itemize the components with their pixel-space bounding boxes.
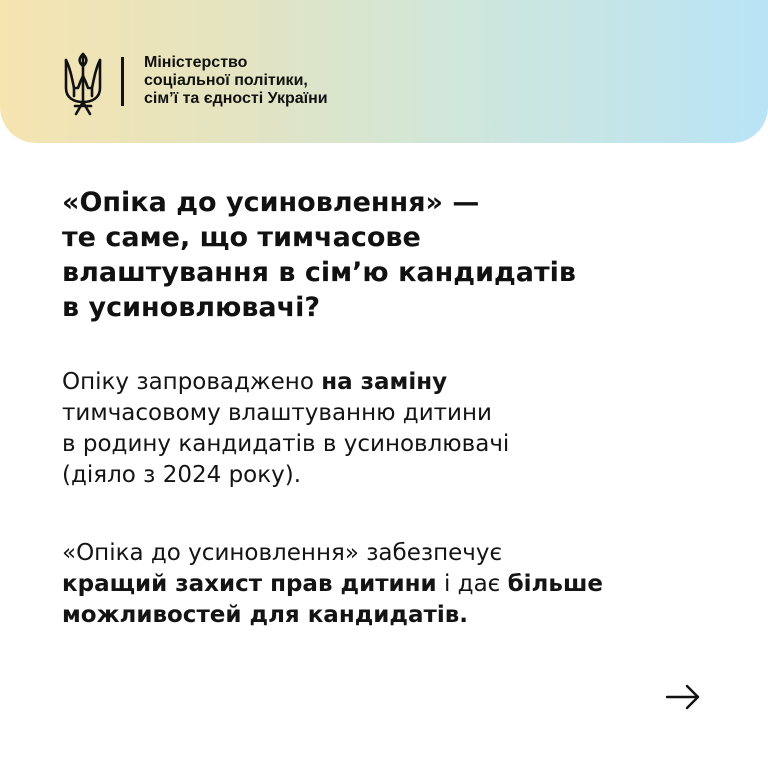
ministry-name [144,54,328,108]
paragraph-1-line-2: тимчасовому влаштуванню дитини [62,400,492,426]
p2-line2-emphasis-1: кращий захист прав дитини [62,571,437,597]
trident-icon [62,52,104,118]
question-heading [62,185,722,325]
header-banner [0,0,768,143]
paragraph-2-line-2 [62,569,752,600]
arrow-right-icon[interactable] [665,684,701,710]
paragraph-1-line-3: в родину кандидатів в усиновлювачі [62,431,510,457]
question-line-2: те саме, що тимчасове [62,222,421,253]
paragraph-1-line-4: (діяло з 2024 року). [62,462,302,488]
ministry-line-2: соціальної політики, [144,72,308,89]
p1-line1-emphasis: на заміну [321,369,448,395]
paragraph-2 [62,538,752,631]
p1-line1-text: Опіку запроваджено [62,369,322,395]
question-line-3: влаштування в сім’ю кандидатів [62,257,577,288]
ministry-line-1: Міністерство [144,54,248,71]
ministry-line-3: сім’ї та єдності України [144,90,328,107]
paragraph-1-line-1 [62,367,752,398]
p2-line2-text: і дає [436,571,508,597]
p2-line2-emphasis-2: більше [507,571,603,597]
paragraph-2-line-1: «Опіка до усиновлення» забезпечує [62,540,503,566]
question-line-4: в усиновлювачі? [62,292,321,323]
paragraph-2-line-3: можливостей для кандидатів. [62,602,469,628]
paragraph-1 [62,367,752,491]
question-line-1: «Опіка до усиновлення» — [62,187,480,218]
header-divider [121,57,124,106]
